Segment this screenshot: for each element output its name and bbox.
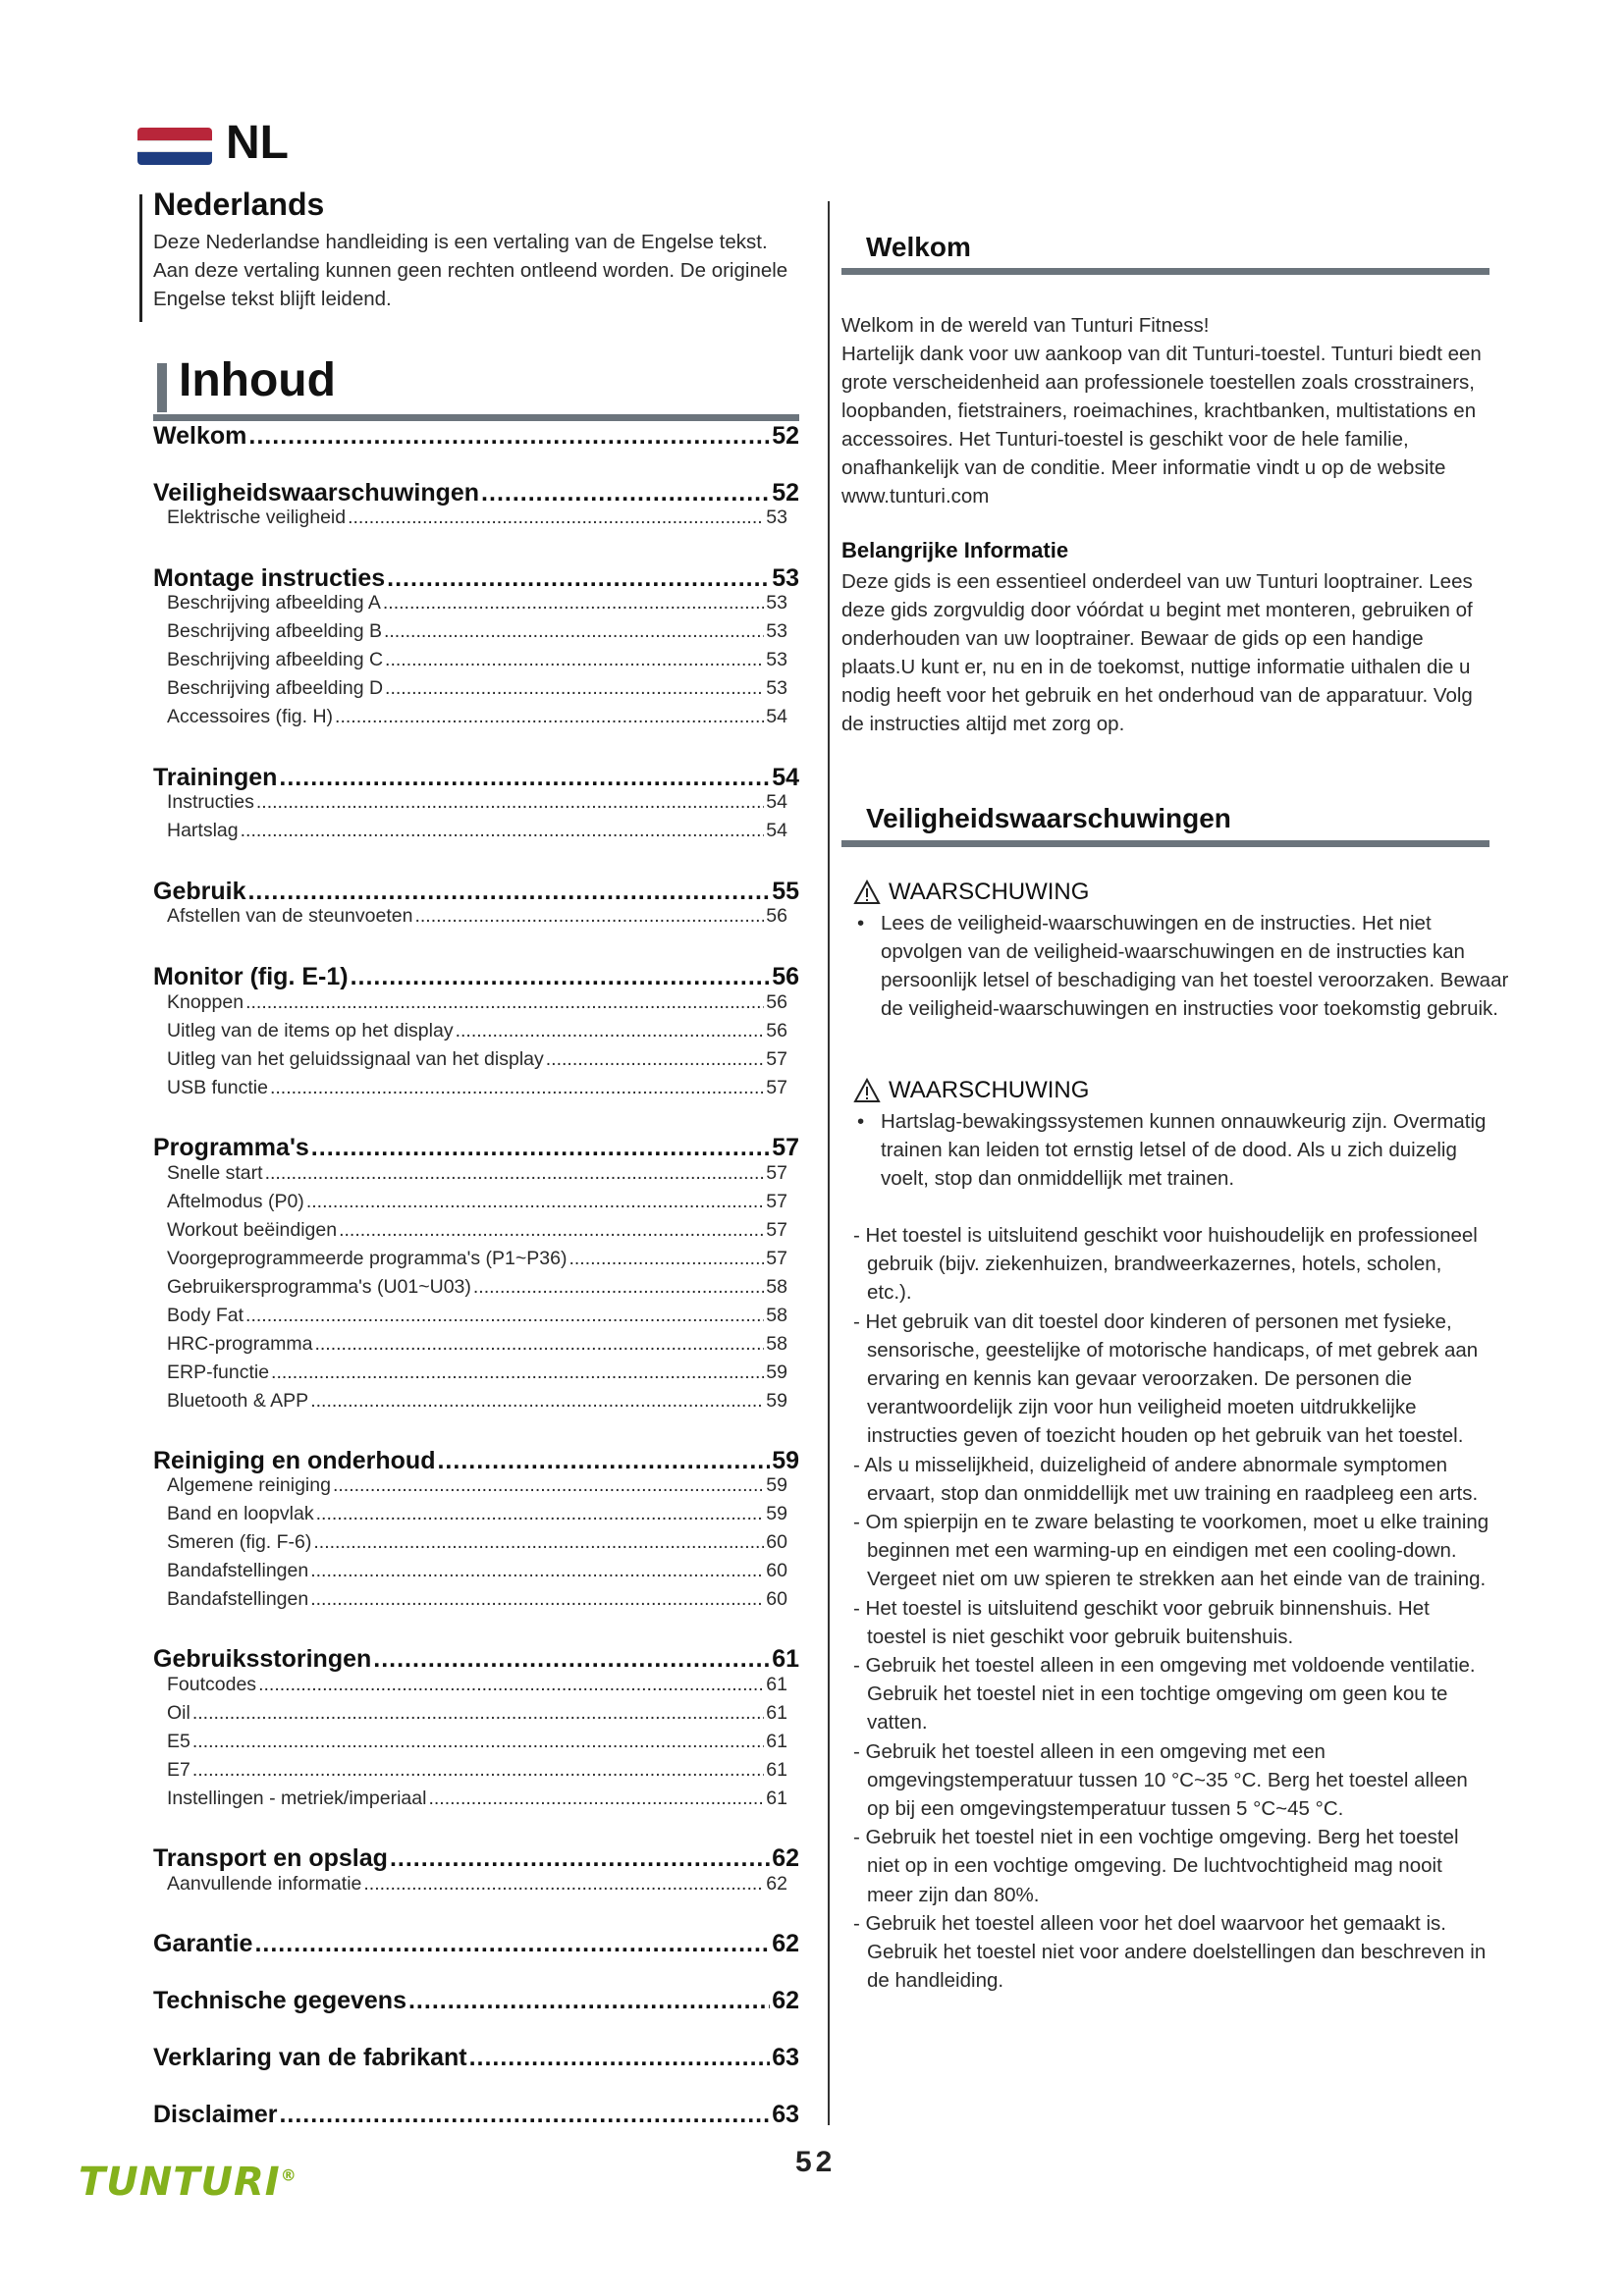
toc-entry-label: Aanvullende informatie: [167, 1873, 362, 1895]
warning-heading-1: [853, 879, 1089, 906]
warning-text-1-content: Lees de veiligheid-waarschuwingen en de instructies. Het niet opvolgen van de veiligheid-waarschuwingen en de instructies kan persoonlijk letsel of beschadiging van het toestel veroorzaken. Bewaar de veiligheid-waarschuwingen en instructies voor toekomstig gebruik.: [881, 912, 1509, 1020]
toc-entry-page: 61: [772, 1645, 799, 1673]
toc-entry-page: 54: [772, 764, 799, 791]
toc-heading-entry[interactable]: [153, 764, 799, 792]
toc-leader-dots: [279, 2101, 770, 2129]
safety-list-item: - Het toestel is uitsluitend geschikt voor gebruik binnenshuis. Het toestel is niet geschikt voor gebruik buitenshuis.: [853, 1596, 1430, 1648]
warning-triangle-icon: [853, 1078, 881, 1103]
toc-entry-page: 62: [766, 1873, 787, 1895]
toc-leader-dots: [245, 991, 764, 1014]
toc-entry-label: Instellingen - metriek/imperiaal: [167, 1788, 427, 1809]
toc-sub-entry[interactable]: [167, 791, 787, 814]
toc-leader-dots: [254, 1930, 770, 1958]
toc-leader-dots: [390, 1844, 770, 1873]
toc-entry-label: Smeren (fig. F-6): [167, 1531, 312, 1553]
toc-entry-label: Uitleg van de items op het display: [167, 1020, 454, 1041]
welkom-text: Welkom in de wereld van Tunturi Fitness! Hartelijk dank voor uw aankoop van dit Tunturi-toestel. Tunturi biedt een grote verscheidenheid aan professionele toestellen zoals crosstrainers, loopbanden, fietstrainers, roeimachines, krachtbanken, multistations en accessoires. Het Tunturi-toestel is geschikt voor de hele familie, onafhankelijk van de conditie. Meer informatie vindt u op de website www.tunturi.com: [841, 314, 1482, 507]
toc-leader-dots: [335, 706, 764, 728]
toc-entry-page: 52: [772, 422, 799, 450]
warning-label-2: WAARSCHUWING: [889, 1077, 1090, 1103]
toc-entry-page: 58: [766, 1276, 787, 1298]
toc-entry-page: 53: [766, 507, 787, 528]
toc-entry-page: 59: [766, 1474, 787, 1496]
toc-leader-dots: [279, 764, 770, 792]
info-title: Belangrijke Informatie: [841, 538, 1069, 562]
toc-entry-label: HRC-programma: [167, 1333, 313, 1355]
toc-leader-dots: [247, 878, 770, 906]
toc-leader-dots: [248, 422, 770, 451]
toc-entry-label: Montage instructies: [153, 564, 386, 592]
toc-sub-entry[interactable]: [167, 1873, 787, 1896]
toc-leader-dots: [408, 1987, 770, 2015]
toc-entry-page: 54: [766, 706, 787, 727]
toc-sub-entry[interactable]: [167, 1162, 787, 1185]
toc-entry-page: 61: [766, 1702, 787, 1724]
toc-leader-dots: [428, 1788, 764, 1810]
toc-entry-label: Reiniging en onderhoud: [153, 1447, 436, 1474]
toc-entry-label: Technische gegevens: [153, 1987, 406, 2014]
toc-entry-label: Snelle start: [167, 1162, 263, 1184]
toc-leader-dots: [192, 1731, 764, 1753]
toc-entry-label: Bluetooth & APP: [167, 1390, 309, 1412]
page-number: 52: [795, 2146, 837, 2178]
toc-entry-label: Bandafstellingen: [167, 1588, 309, 1610]
toc-entry-page: 57: [772, 1134, 799, 1161]
safety-list-item: - Gebruik het toestel alleen in een omgeving met een omgevingstemperatuur tussen 10 °C~35 °C. Berg het toestel alleen op bij een omgevingstemperatuur tussen 5 °C~45 °C.: [853, 1739, 1468, 1821]
toc-entry-page: 55: [772, 878, 799, 905]
toc-entry-label: Uitleg van het geluidssignaal van het display: [167, 1048, 544, 1070]
warning-triangle-icon: [853, 880, 881, 905]
toc-entry-label: Instructies: [167, 791, 254, 813]
toc-heading-entry[interactable]: [153, 2044, 799, 2072]
toc-entry-page: 56: [766, 991, 787, 1013]
column-divider: [828, 201, 830, 2125]
toc-entry-label: Disclaimer: [153, 2101, 278, 2128]
toc-sub-entry[interactable]: [167, 1759, 787, 1782]
toc-sub-entry[interactable]: [167, 1588, 787, 1611]
toc-leader-dots: [481, 479, 770, 507]
toc-sub-entry[interactable]: [167, 1474, 787, 1497]
toc-leader-dots: [311, 1134, 770, 1162]
toc-entry-page: 61: [766, 1731, 787, 1752]
toc-entry-page: 59: [772, 1447, 799, 1474]
toc-entry-page: 54: [766, 820, 787, 841]
toc-entry-label: Hartslag: [167, 820, 239, 841]
toc-sub-entry[interactable]: [167, 905, 787, 928]
toc-entry-label: Gebruikersprogramma's (U01~U03): [167, 1276, 471, 1298]
toc-entry-label: Band en loopvlak: [167, 1503, 314, 1524]
toc-entry-label: Accessoires (fig. H): [167, 706, 334, 727]
toc-leader-dots: [348, 507, 764, 529]
toc-leader-dots: [469, 2044, 771, 2072]
toc-heading-entry[interactable]: [153, 422, 799, 451]
toc-entry-label: Transport en opslag: [153, 1844, 388, 1872]
toc-entry-page: 60: [766, 1588, 787, 1610]
safety-list: [853, 1221, 1491, 1995]
toc-entry-label: Afstellen van de steunvoeten: [167, 905, 413, 927]
toc-entry-page: 57: [766, 1248, 787, 1269]
toc-sub-entry[interactable]: [167, 620, 787, 643]
toc-sub-entry[interactable]: [167, 1674, 787, 1696]
toc-entry-page: 59: [766, 1390, 787, 1412]
toc-entry-label: Beschrijving afbeelding B: [167, 620, 382, 642]
toc-entry-page: 57: [766, 1077, 787, 1098]
toc-heading-entry[interactable]: [153, 1987, 799, 2015]
toc-entry-label: Programma's: [153, 1134, 309, 1161]
toc-leader-dots: [192, 1759, 764, 1782]
toc-entry-label: Algemene reiniging: [167, 1474, 331, 1496]
toc-leader-dots: [271, 1362, 764, 1384]
toc-sub-entry[interactable]: [167, 1390, 787, 1413]
toc-leader-dots: [363, 1873, 764, 1896]
toc-entry-label: Verklaring van de fabrikant: [153, 2044, 467, 2071]
toc-sub-entry[interactable]: [167, 1731, 787, 1753]
toc-entry-label: Knoppen: [167, 991, 244, 1013]
toc-entry-label: Welkom: [153, 422, 247, 450]
toc-entry-label: Garantie: [153, 1930, 253, 1957]
safety-list-item: - Als u misselijkheid, duizeligheid of andere abnormale symptomen ervaart, stop dan onmiddellijk met uw training en raadpleeg een arts.: [853, 1453, 1479, 1505]
toc-leader-dots: [265, 1162, 765, 1185]
toc-leader-dots: [245, 1305, 764, 1327]
toc-sub-entry[interactable]: [167, 507, 787, 529]
toc-entry-page: 57: [766, 1219, 787, 1241]
toc-sub-entry[interactable]: [167, 1191, 787, 1213]
toc-sub-entry[interactable]: [167, 592, 787, 614]
toc-entry-page: 57: [766, 1191, 787, 1212]
intro-accent-bar: [139, 194, 142, 322]
toc-leader-dots: [385, 649, 764, 671]
toc-heading-entry[interactable]: [153, 1645, 799, 1674]
toc-leader-dots: [351, 963, 771, 991]
safety-list-item: - Het gebruik van dit toestel door kinderen of personen met fysieke, sensorische, geestelijke of motorische handicaps, of met gebrek aan ervaring en kennis kan gevaar veroorzaken. De personen die verantwoordelijk zijn voor hun veiligheid moeten uitdrukkelijke instructies geven of toezicht houden op het gebruik van het toestel.: [853, 1309, 1479, 1448]
toc-leader-dots: [387, 564, 770, 593]
toc-entry-page: 56: [766, 905, 787, 927]
toc-title: Inhoud: [179, 354, 336, 406]
toc-entry-page: 53: [766, 592, 787, 614]
toc-entry-label: ERP-functie: [167, 1362, 270, 1383]
info-text: Deze gids is een essentieel onderdeel van uw Tunturi looptrainer. Lees deze gids zorgvuldig door vóórdat u begint met monteren, gebruiken of onderhouden van uw looptrainer. Bewaar de gids op een handige plaats.U kunt er, nu en in de toekomst, nuttige informatie uithalen die u nodig heeft voor het gebruik en het onderhoud van de apparatuur. Volg de instructies altijd met zorg op.: [841, 570, 1473, 735]
welkom-title: Welkom: [866, 232, 971, 262]
safety-list-item: - Om spierpijn en te zware belasting te voorkomen, moet u elke training beginnen met een warming-up en eindigen met een cooling-down. Vergeet niet om uw spieren te strekken aan het einde van de training.: [853, 1511, 1489, 1591]
toc-leader-dots: [385, 677, 764, 700]
toc-leader-dots: [192, 1702, 764, 1725]
toc-entry-page: 63: [772, 2044, 799, 2071]
toc-entry-label: Beschrijving afbeelding A: [167, 592, 381, 614]
warning-label-1: WAARSCHUWING: [889, 879, 1090, 905]
toc-heading-entry[interactable]: [153, 963, 799, 991]
safety-list-item: - Gebruik het toestel niet in een vochtige omgeving. Berg het toestel niet op in een vochtige omgeving. De luchtvochtigheid mag nooit meer zijn dan 80%.: [853, 1826, 1459, 1906]
logo-registered-mark: ®: [280, 2165, 298, 2185]
toc-entry-page: 58: [766, 1305, 787, 1326]
toc-entry-label: Veiligheidswaarschuwingen: [153, 479, 480, 507]
toc-leader-dots: [310, 1390, 764, 1413]
toc-entry-page: 52: [772, 479, 799, 507]
toc-heading-entry[interactable]: [153, 2101, 799, 2129]
toc-accent-bar: [157, 363, 167, 412]
toc-leader-dots: [313, 1531, 764, 1554]
toc-leader-dots: [241, 820, 765, 842]
toc-sub-entry[interactable]: [167, 1333, 787, 1356]
toc-entry-label: Workout beëindigen: [167, 1219, 338, 1241]
toc-leader-dots: [333, 1474, 764, 1497]
warning-text-2-content: Hartslag-bewakingssystemen kunnen onnauwkeurig zijn. Overmatig trainen kan leiden tot ernstig letsel of de dood. Als u zich duizelig voelt, stop dan onmiddellijk met trainen.: [881, 1110, 1487, 1190]
toc-entry-page: 53: [766, 620, 787, 642]
safety-list-item: - Het toestel is uitsluitend geschikt voor huishoudelijk en professioneel gebruik (bijv. ziekenhuizen, brandweerkazernes, hotels, scholen, etc.).: [853, 1224, 1478, 1305]
toc-entry-label: Aftelmodus (P0): [167, 1191, 304, 1212]
language-code: NL: [226, 117, 289, 169]
toc-sub-entry[interactable]: [167, 1560, 787, 1582]
toc-sub-entry[interactable]: [167, 677, 787, 700]
toc-entry-label: Gebruik: [153, 878, 246, 905]
toc-entry-label: Voorgeprogrammeerde programma's (P1~P36): [167, 1248, 568, 1269]
toc-leader-dots: [310, 1560, 764, 1582]
toc-leader-dots: [437, 1447, 770, 1475]
logo-text: TUNTURI: [79, 2160, 281, 2205]
safety-title: Veiligheidswaarschuwingen: [866, 803, 1231, 833]
toc-rule: [153, 414, 799, 421]
toc-sub-entry[interactable]: [167, 991, 787, 1014]
toc-sub-entry[interactable]: [167, 706, 787, 728]
toc-heading-entry[interactable]: [153, 1447, 799, 1475]
toc-entry-page: 56: [772, 963, 799, 990]
toc-sub-entry[interactable]: [167, 1362, 787, 1384]
toc-sub-entry[interactable]: [167, 1077, 787, 1099]
toc-entry-page: 57: [766, 1048, 787, 1070]
toc-entry-page: 61: [766, 1759, 787, 1781]
toc-entry-label: E7: [167, 1759, 190, 1781]
toc-heading-entry[interactable]: [153, 1844, 799, 1873]
toc-sub-entry[interactable]: [167, 1503, 787, 1525]
toc-entry-label: Oil: [167, 1702, 190, 1724]
toc-sub-entry[interactable]: [167, 1048, 787, 1071]
toc-leader-dots: [568, 1248, 764, 1270]
toc-sub-entry[interactable]: [167, 1305, 787, 1327]
toc-heading-entry[interactable]: [153, 564, 799, 593]
toc-leader-dots: [339, 1219, 764, 1242]
warning-text-1: • Lees de veiligheid-waarschuwingen en de instructies. Het niet opvolgen van de veiligheid-waarschuwingen en de instructies kan persoonlijk letsel of beschadiging van het toestel veroorzaken. Bewaar de veiligheid-waarschuwingen en instructies voor toekomstig gebruik.: [857, 912, 1509, 1020]
warning-text-2: • Hartslag-bewakingssystemen kunnen onnauwkeurig zijn. Overmatig trainen kan leiden tot ernstig letsel of de dood. Als u zich duizelig voelt, stop dan onmiddellijk met trainen.: [857, 1110, 1487, 1190]
intro-title: Nederlands: [153, 187, 325, 222]
toc-heading-entry[interactable]: [153, 878, 799, 906]
toc-leader-dots: [373, 1645, 770, 1674]
toc-entry-label: USB functie: [167, 1077, 268, 1098]
toc-leader-dots: [383, 592, 764, 614]
toc-entry-label: Gebruiksstoringen: [153, 1645, 372, 1673]
toc-leader-dots: [310, 1588, 764, 1611]
toc-entry-page: 60: [766, 1560, 787, 1581]
toc-entry-label: Monitor (fig. E-1): [153, 963, 349, 990]
safety-list-item: - Gebruik het toestel alleen in een omgeving met voldoende ventilatie. Gebruik het toestel niet in een tochtige omgeving om geen kou te vatten.: [853, 1654, 1476, 1735]
toc-entry-page: 53: [766, 677, 787, 699]
tunturi-logo: [79, 2160, 298, 2205]
toc-entry-page: 59: [766, 1503, 787, 1524]
toc-leader-dots: [270, 1077, 764, 1099]
toc-leader-dots: [314, 1333, 764, 1356]
toc-entry-page: 57: [766, 1162, 787, 1184]
toc-heading-entry[interactable]: [153, 1930, 799, 1958]
toc-leader-dots: [456, 1020, 765, 1042]
intro-text: Deze Nederlandse handleiding is een vertaling van de Engelse tekst. Aan deze vertaling kunnen geen rechten ontleend worden. De originele Engelse tekst blijft leidend.: [153, 231, 788, 310]
welkom-rule: [841, 268, 1489, 275]
toc-entry-page: 61: [766, 1788, 787, 1809]
toc-sub-entry[interactable]: [167, 820, 787, 842]
toc-sub-entry[interactable]: [167, 1248, 787, 1270]
toc-entry-page: 59: [766, 1362, 787, 1383]
toc-leader-dots: [384, 620, 764, 643]
toc-sub-entry[interactable]: [167, 1531, 787, 1554]
toc-leader-dots: [546, 1048, 765, 1071]
toc-entry-page: 56: [766, 1020, 787, 1041]
toc-entry-page: 61: [766, 1674, 787, 1695]
toc-leader-dots: [316, 1503, 765, 1525]
toc-entry-page: 58: [766, 1333, 787, 1355]
toc-entry-page: 54: [766, 791, 787, 813]
toc-leader-dots: [306, 1191, 764, 1213]
toc-heading-entry[interactable]: [153, 479, 799, 507]
toc-sub-entry[interactable]: [167, 1276, 787, 1299]
toc-entry-label: Trainingen: [153, 764, 278, 791]
toc-entry-label: Bandafstellingen: [167, 1560, 309, 1581]
toc-entry-page: 53: [772, 564, 799, 592]
toc-entry-page: 62: [772, 1987, 799, 2014]
toc-leader-dots: [414, 905, 764, 928]
toc-heading-entry[interactable]: [153, 1134, 799, 1162]
toc-sub-entry[interactable]: [167, 1219, 787, 1242]
toc-entry-page: 62: [772, 1844, 799, 1872]
toc-sub-entry[interactable]: [167, 1020, 787, 1042]
toc-leader-dots: [473, 1276, 764, 1299]
toc-entry-page: 62: [772, 1930, 799, 1957]
toc-entry-page: 60: [766, 1531, 787, 1553]
safety-list-item: - Gebruik het toestel alleen voor het doel waarvoor het gemaakt is. Gebruik het toestel niet voor andere doelstellingen dan beschreven in de handleiding.: [853, 1911, 1487, 1993]
toc-entry-label: Body Fat: [167, 1305, 244, 1326]
toc-entry-label: Beschrijving afbeelding C: [167, 649, 384, 670]
toc-entry-label: Elektrische veiligheid: [167, 507, 347, 528]
toc-entry-page: 63: [772, 2101, 799, 2128]
netherlands-flag-icon: [137, 128, 212, 165]
toc-entry-label: Beschrijving afbeelding D: [167, 677, 384, 699]
toc-sub-entry[interactable]: [167, 1788, 787, 1810]
toc-sub-entry[interactable]: [167, 1702, 787, 1725]
safety-rule: [841, 840, 1489, 847]
toc-leader-dots: [258, 1674, 764, 1696]
toc-entry-label: Foutcodes: [167, 1674, 257, 1695]
toc-sub-entry[interactable]: [167, 649, 787, 671]
toc-entry-label: E5: [167, 1731, 190, 1752]
warning-heading-2: [853, 1077, 1089, 1104]
toc-entry-page: 53: [766, 649, 787, 670]
toc-leader-dots: [256, 791, 764, 814]
